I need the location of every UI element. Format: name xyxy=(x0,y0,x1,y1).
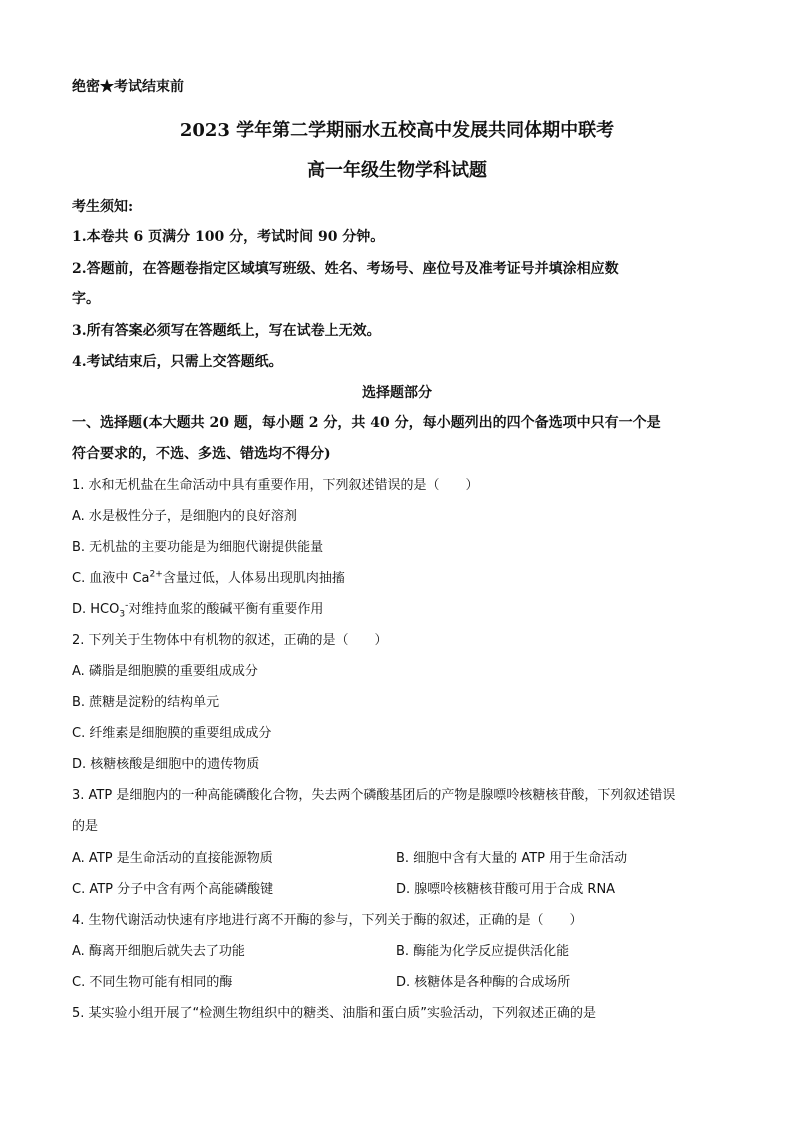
question-3-stem-cont: 的是 xyxy=(72,819,99,834)
notice-heading: 考生须知: xyxy=(72,199,134,215)
question-3-option-a: A. ATP 是生命活动的直接能源物质 xyxy=(72,851,273,866)
exam-title: 2023 学年第二学期丽水五校高中发展共同体期中联考 xyxy=(179,120,615,141)
question-3-option-d: D. 腺嘌呤核糖核苷酸可用于合成 RNA xyxy=(396,882,616,897)
secret-label: 绝密★考试结束前 xyxy=(72,79,184,95)
superscript: - xyxy=(125,600,129,611)
section-instruction: 一、选择题(本大题共 20 题，每小题 2 分，共 40 分，每小题列出的四个备选项中只有一个是 xyxy=(72,415,661,431)
question-2-option-c: C. 纤维素是细胞膜的重要组成成分 xyxy=(72,726,272,741)
question-2-stem: 2. 下列关于生物体中有机物的叙述，正确的是（ ） xyxy=(72,633,388,648)
question-1-option-c xyxy=(72,567,345,586)
section-title: 选择题部分 xyxy=(362,385,432,401)
question-2-option-b: B. 蔗糖是淀粉的结构单元 xyxy=(72,695,220,710)
superscript: 2+ xyxy=(149,569,163,580)
question-1-option-d xyxy=(72,598,323,620)
subscript: 3 xyxy=(119,609,126,620)
question-3-option-c: C. ATP 分子中含有两个高能磷酸键 xyxy=(72,882,274,897)
option-text: D. HCO xyxy=(72,602,120,617)
notice-item-3: 3.所有答案必须写在答题纸上，写在试卷上无效。 xyxy=(72,323,381,339)
question-3-stem: 3. ATP 是细胞内的一种高能磷酸化合物，失去两个磷酸基团后的产物是腺嘌呤核糖核苷酸，下列叙述错误 xyxy=(72,788,676,803)
option-text: C. 血液中 Ca xyxy=(72,571,150,586)
notice-item-4: 4.考试结束后，只需上交答题纸。 xyxy=(72,354,283,370)
question-2-option-d: D. 核糖核酸是细胞中的遗传物质 xyxy=(72,757,260,772)
question-1-option-b: B. 无机盐的主要功能是为细胞代谢提供能量 xyxy=(72,540,324,555)
notice-item-2: 2.答题前，在答题卷指定区域填写班级、姓名、考场号、座位号及准考证号并填涂相应数 xyxy=(72,261,619,277)
question-4-option-a: A. 酶离开细胞后就失去了功能 xyxy=(72,944,245,959)
question-4-option-b: B. 酶能为化学反应提供活化能 xyxy=(396,944,570,959)
question-3-option-b: B. 细胞中含有大量的 ATP 用于生命活动 xyxy=(396,851,628,866)
question-1-option-a: A. 水是极性分子，是细胞内的良好溶剂 xyxy=(72,509,297,524)
option-text: 对维持血浆的酸碱平衡有重要作用 xyxy=(128,602,324,617)
question-4-stem: 4. 生物代谢活动快速有序地进行离不开酶的参与，下列关于酶的叙述，正确的是（ ） xyxy=(72,913,583,928)
exam-subtitle: 高一年级生物学科试题 xyxy=(307,160,487,181)
notice-item-1: 1.本卷共 6 页满分 100 分，考试时间 90 分钟。 xyxy=(72,229,385,245)
question-4-option-d: D. 核糖体是各种酶的合成场所 xyxy=(396,975,571,990)
question-1-stem: 1. 水和无机盐在生命活动中具有重要作用，下列叙述错误的是（ ） xyxy=(72,478,479,493)
question-5-stem: 5. 某实验小组开展了“检测生物组织中的糖类、油脂和蛋白质”实验活动，下列叙述正确的是 xyxy=(72,1006,597,1021)
question-2-option-a: A. 磷脂是细胞膜的重要组成成分 xyxy=(72,664,258,679)
question-4-option-c: C. 不同生物可能有相同的酶 xyxy=(72,975,233,990)
section-instruction-cont: 符合要求的，不选、多选、错选均不得分) xyxy=(72,446,331,462)
notice-item-2-cont: 字。 xyxy=(72,291,100,307)
option-text: 含量过低，人体易出现肌肉抽搐 xyxy=(162,571,345,586)
